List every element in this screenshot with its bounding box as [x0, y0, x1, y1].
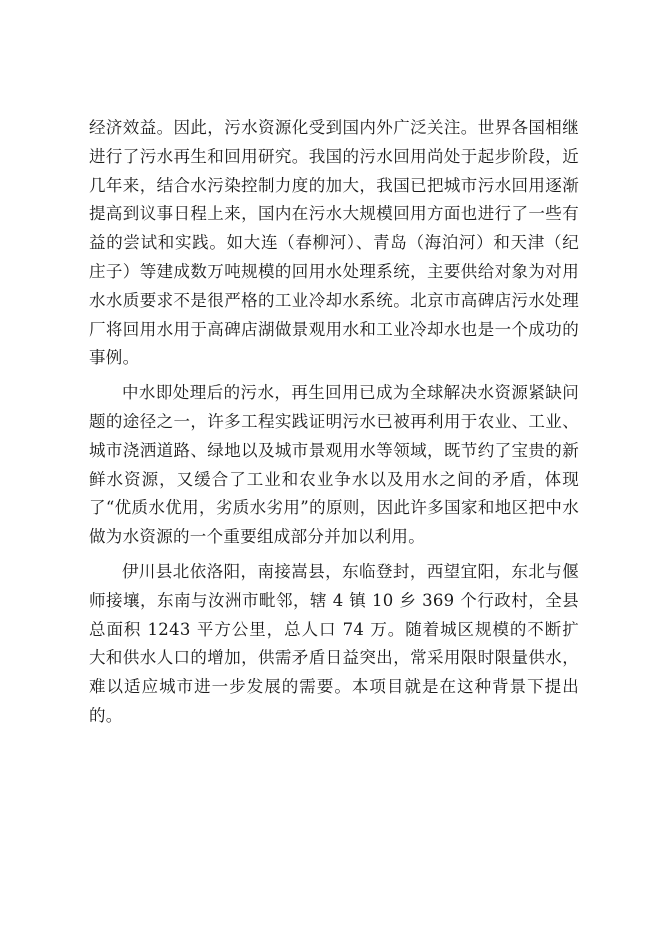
paragraph-reclaimed-water: 中水即处理后的污水，再生回用已成为全球解决水资源紧缺问题的途径之一，许多工程实践证明污水已被再利用于农业、工业、城市浇洒道路、绿地以及城市景观用水等领域，既节约了宝贵的新鲜水资源，又缓合了工业和农业争水以及用水之间的矛盾，体现了“优质水优用，劣质水劣用”的原则，因此许多国家和地区把中水做为水资源的一个重要组成部分并加以利用。	[89, 383, 579, 547]
paragraph-yichuan-county: 伊川县北依洛阳，南接嵩县，东临登封，西望宜阳，东北与偃师接壤，东南与汝洲市毗邻，辖 4 镇 10 乡 369 个行政村，全县总面积 1243 平方公里，总人口 74 万。随着城区规模的不断扩大和供水人口的增加，供需矛盾日益突出，常采用限时限量供水，难以适应城市进一步发展的需要。本项目就是在这种背景下提出的。	[89, 561, 579, 725]
body-text	[89, 114, 579, 737]
paragraph-continuation: 经济效益。因此，污水资源化受到国内外广泛关注。世界各国相继进行了污水再生和回用研究。我国的污水回用尚处于起步阶段，近几年来，结合水污染控制力度的加大，我国已把城市污水回用逐渐提高到议事日程上来，国内在污水大规模回用方面也进行了一些有益的尝试和实践。如大连（春柳河）、青岛（海泊河）和天津（纪庄子）等建成数万吨规模的回用水处理系统，主要供给对象为对用水水质要求不是很严格的工业冷却水系统。北京市高碑店污水处理厂将回用水用于高碑店湖做景观用水和工业冷却水也是一个成功的事例。	[89, 118, 579, 368]
